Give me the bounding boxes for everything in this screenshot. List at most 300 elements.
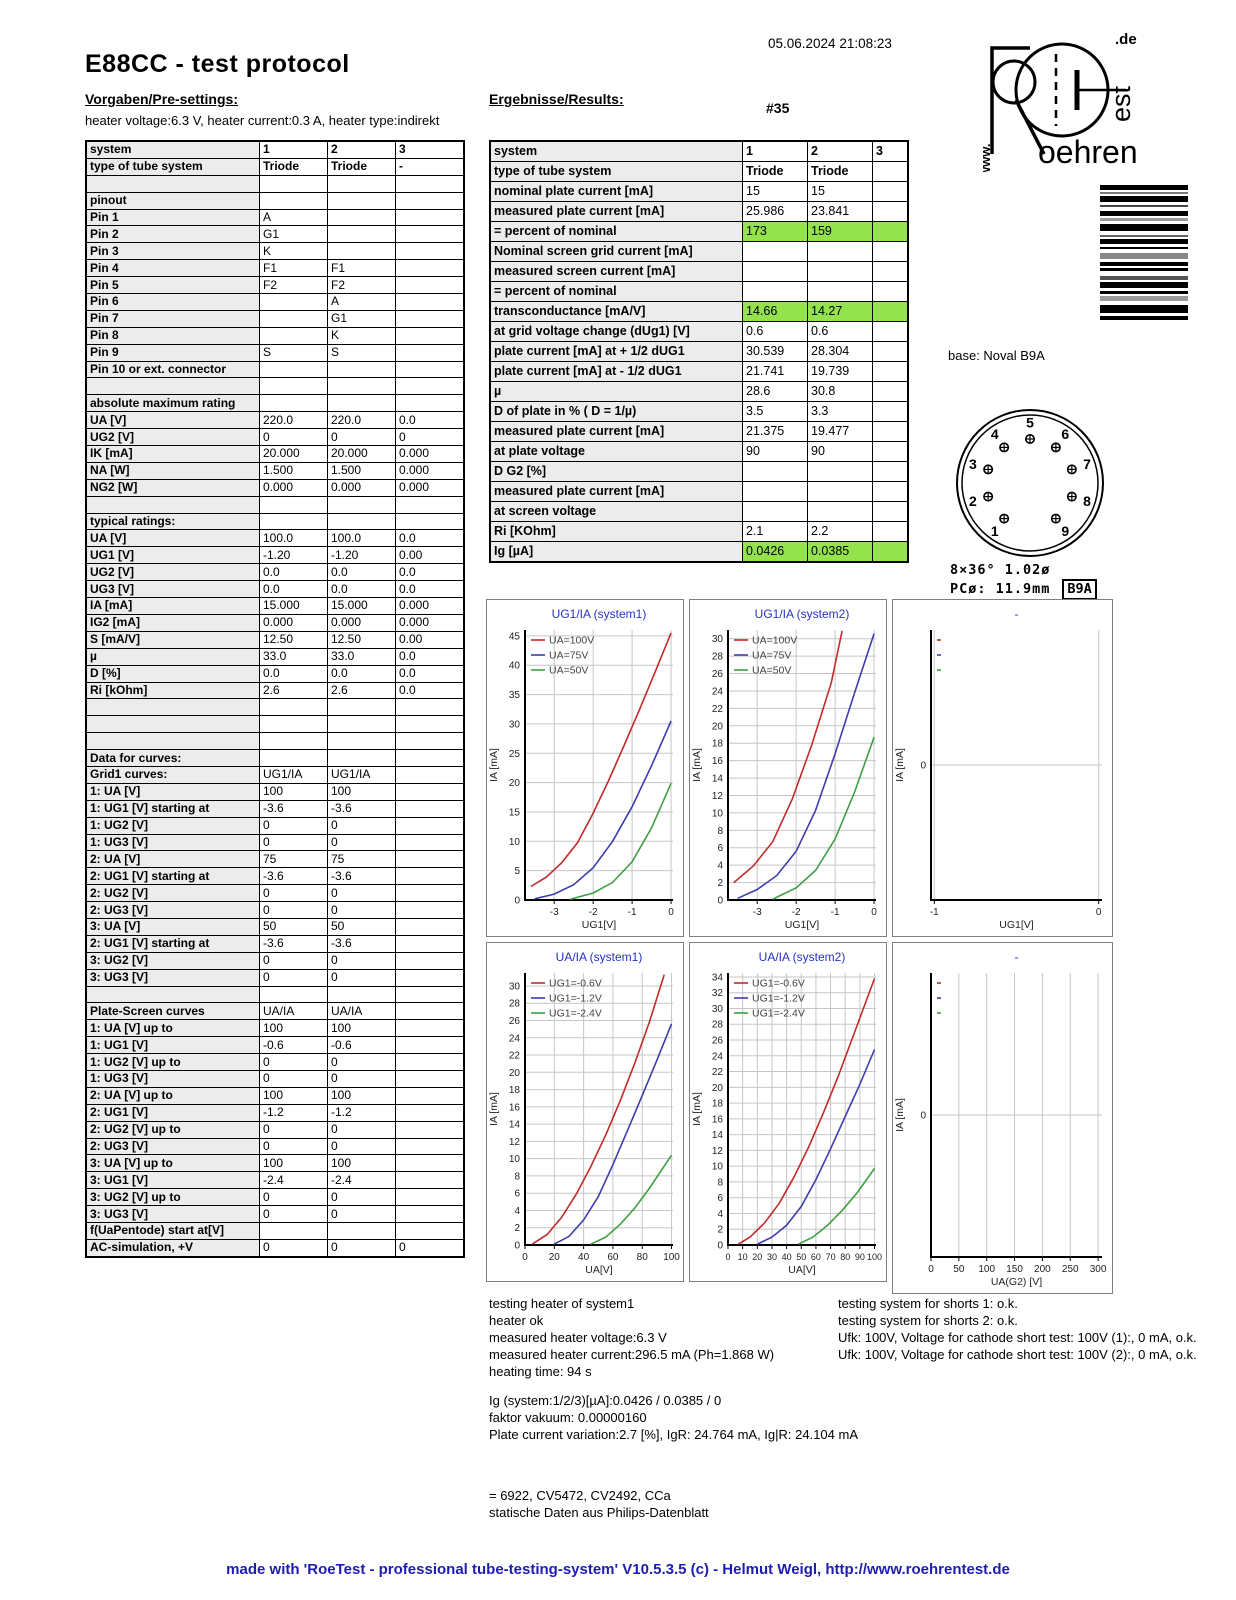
- row-value: [396, 260, 465, 277]
- row-value: [396, 851, 465, 868]
- svg-text:UG1=-2.4V: UG1=-2.4V: [752, 1007, 805, 1020]
- row-value: [396, 699, 465, 716]
- row-value: 0.0: [396, 564, 465, 581]
- table-row: [86, 192, 464, 209]
- table-row: [86, 1172, 464, 1189]
- row-value: -2.4: [328, 1172, 396, 1189]
- svg-text:UA[V]: UA[V]: [585, 1264, 613, 1276]
- table-row: [490, 202, 908, 222]
- row-value: [328, 209, 396, 226]
- table-row: [490, 222, 908, 242]
- row-value: [328, 986, 396, 1003]
- row-value: [873, 462, 909, 482]
- status-line: faktor vakuum: 0.00000160: [489, 1410, 647, 1425]
- row-value: 0.0: [328, 665, 396, 682]
- svg-text:10: 10: [508, 836, 520, 848]
- status-line: measured heater voltage:6.3 V: [489, 1330, 667, 1345]
- row-value: A: [260, 209, 328, 226]
- svg-text:UG1/IA (system1): UG1/IA (system1): [551, 607, 647, 621]
- row-value: 0.00: [396, 547, 465, 564]
- row-value: -3.6: [328, 868, 396, 885]
- row-value: K: [328, 327, 396, 344]
- row-value: 1.500: [328, 462, 396, 479]
- row-value: [873, 342, 909, 362]
- svg-text:12: 12: [508, 1136, 520, 1148]
- row-value: [260, 310, 328, 327]
- row-label: Pin 8: [86, 327, 260, 344]
- row-value: [396, 277, 465, 294]
- row-label: measured plate current [mA]: [490, 202, 743, 222]
- svg-text:0: 0: [717, 1240, 723, 1252]
- svg-text:UG1[V]: UG1[V]: [999, 919, 1034, 931]
- table-row: [86, 1239, 464, 1256]
- heater-settings-line: heater voltage:6.3 V, heater current:0.3 A, heater type:indirekt: [85, 113, 440, 128]
- svg-text:70: 70: [825, 1252, 836, 1262]
- row-label: 2: UG2 [V]: [86, 885, 260, 902]
- socket-caption-line2: PCø: 11.9mm: [950, 581, 1051, 597]
- svg-text:oehren: oehren: [1038, 134, 1138, 170]
- svg-text:10: 10: [711, 808, 723, 820]
- svg-text:20: 20: [711, 721, 723, 733]
- row-value: 0: [260, 885, 328, 902]
- row-value: [328, 175, 396, 192]
- row-label: UG2 [V]: [86, 564, 260, 581]
- svg-text:IA [mA]: IA [mA]: [488, 748, 500, 782]
- row-value: S: [328, 344, 396, 361]
- row-value: 100.0: [260, 530, 328, 547]
- row-value: 0.000: [396, 598, 465, 615]
- row-value: [260, 378, 328, 395]
- row-value: 0: [260, 1189, 328, 1206]
- row-value: 100: [260, 1155, 328, 1172]
- row-label: Pin 2: [86, 226, 260, 243]
- row-value: 0: [260, 952, 328, 969]
- row-label: 3: UG1 [V]: [86, 1172, 260, 1189]
- row-value: 0.0: [328, 564, 396, 581]
- row-value: 28.6: [743, 382, 808, 402]
- row-value: [260, 175, 328, 192]
- svg-text:UG1/IA (system2): UG1/IA (system2): [754, 607, 850, 621]
- svg-text:6: 6: [717, 843, 723, 855]
- table-row: [86, 648, 464, 665]
- table-row: [86, 783, 464, 800]
- table-row: [490, 422, 908, 442]
- row-value: -3.6: [260, 935, 328, 952]
- table-row: [86, 1121, 464, 1138]
- row-value: [328, 513, 396, 530]
- row-value: 0.0: [260, 564, 328, 581]
- row-value: -0.6: [328, 1037, 396, 1054]
- chart-ug1-ia-system1: [486, 599, 684, 937]
- row-value: [396, 716, 465, 733]
- svg-text:80: 80: [840, 1252, 851, 1262]
- equivalents-block: [489, 1487, 909, 1521]
- table-row: [86, 496, 464, 513]
- row-value: 0.0: [396, 665, 465, 682]
- svg-text:100: 100: [867, 1252, 883, 1262]
- row-value: 100: [260, 1087, 328, 1104]
- row-label: µ: [86, 648, 260, 665]
- row-value: [873, 522, 909, 542]
- row-label: 3: UG2 [V] up to: [86, 1189, 260, 1206]
- row-value: 0: [328, 834, 396, 851]
- row-label: nominal plate current [mA]: [490, 182, 743, 202]
- row-value: [808, 502, 873, 522]
- row-value: [396, 294, 465, 311]
- row-label: IK [mA]: [86, 446, 260, 463]
- row-value: 0.0: [396, 581, 465, 598]
- row-value: 220.0: [260, 412, 328, 429]
- row-value: [260, 496, 328, 513]
- row-value: [873, 282, 909, 302]
- row-value: 0: [328, 969, 396, 986]
- svg-text:30: 30: [711, 1003, 723, 1015]
- row-value: [396, 750, 465, 767]
- table-row: [86, 378, 464, 395]
- svg-text:16: 16: [711, 756, 723, 768]
- row-value: 90: [808, 442, 873, 462]
- row-value: 15.000: [328, 598, 396, 615]
- row-value: 12.50: [328, 631, 396, 648]
- row-value: [396, 310, 465, 327]
- row-value: 0: [260, 902, 328, 919]
- row-value: 28.304: [808, 342, 873, 362]
- row-value: 0: [328, 952, 396, 969]
- row-label: UA [V]: [86, 412, 260, 429]
- table-row: [86, 1155, 464, 1172]
- svg-text:1: 1: [990, 523, 999, 540]
- svg-text:UG1=-1.2V: UG1=-1.2V: [549, 992, 602, 1005]
- row-value: 0: [260, 1121, 328, 1138]
- svg-text:100: 100: [978, 1264, 996, 1275]
- row-value: S: [260, 344, 328, 361]
- row-value: UA/IA: [328, 1003, 396, 1020]
- row-value: 14.66: [743, 302, 808, 322]
- row-value: 20.000: [260, 446, 328, 463]
- row-value: [328, 496, 396, 513]
- svg-text:10: 10: [711, 1161, 723, 1173]
- row-value: Triode: [260, 158, 328, 175]
- row-label: [86, 986, 260, 1003]
- table-row: [86, 1138, 464, 1155]
- svg-text:40: 40: [578, 1252, 590, 1263]
- row-value: [396, 733, 465, 750]
- row-value: 0: [260, 834, 328, 851]
- svg-text:UA[V]: UA[V]: [788, 1264, 816, 1276]
- svg-text:UA=75V: UA=75V: [549, 649, 589, 662]
- table-row: [86, 699, 464, 716]
- row-value: [396, 766, 465, 783]
- row-label: NG2 [W]: [86, 479, 260, 496]
- table-row: [86, 800, 464, 817]
- svg-text:UG1[V]: UG1[V]: [581, 919, 617, 931]
- row-value: 159: [808, 222, 873, 242]
- svg-text:4: 4: [717, 860, 723, 872]
- svg-text:12: 12: [711, 790, 723, 802]
- row-value: [743, 482, 808, 502]
- row-value: 0: [328, 1138, 396, 1155]
- row-value: [328, 243, 396, 260]
- row-value: [396, 817, 465, 834]
- row-value: [396, 783, 465, 800]
- svg-text:2: 2: [969, 493, 977, 510]
- datetime: 05.06.2024 21:08:23: [768, 36, 892, 51]
- svg-text:90: 90: [854, 1252, 865, 1262]
- row-value: [396, 513, 465, 530]
- socket-caption: [950, 562, 1097, 600]
- svg-text:30: 30: [711, 634, 723, 646]
- svg-text:UG1=-2.4V: UG1=-2.4V: [549, 1007, 602, 1020]
- svg-text:40: 40: [781, 1252, 792, 1262]
- svg-text:28: 28: [508, 998, 520, 1010]
- table-row: [86, 209, 464, 226]
- status-line: heater ok: [489, 1313, 544, 1328]
- row-value: [328, 716, 396, 733]
- table-row: [490, 242, 908, 262]
- row-value: 100: [328, 1155, 396, 1172]
- row-value: 21.375: [743, 422, 808, 442]
- row-label: µ: [490, 382, 743, 402]
- svg-text:30: 30: [766, 1252, 777, 1262]
- svg-text:IA [mA]: IA [mA]: [894, 748, 906, 782]
- row-value: [396, 243, 465, 260]
- svg-text:8: 8: [717, 825, 723, 837]
- svg-text:.de: .de: [1115, 31, 1137, 48]
- row-value: 0.0385: [808, 542, 873, 563]
- row-value: F1: [260, 260, 328, 277]
- svg-text:0: 0: [514, 1240, 520, 1252]
- table-row: [86, 868, 464, 885]
- row-label: IA [mA]: [86, 598, 260, 615]
- svg-text:60: 60: [607, 1252, 619, 1263]
- row-value: 0: [260, 1138, 328, 1155]
- svg-text:0: 0: [928, 1264, 934, 1275]
- row-value: [396, 1087, 465, 1104]
- svg-text:30: 30: [508, 981, 520, 993]
- svg-text:IA [mA]: IA [mA]: [691, 1092, 703, 1126]
- row-value: 0: [328, 429, 396, 446]
- svg-text:26: 26: [508, 1015, 520, 1027]
- row-value: 2.2: [808, 522, 873, 542]
- row-value: [396, 885, 465, 902]
- svg-text:IA [mA]: IA [mA]: [488, 1092, 500, 1126]
- status-line: Ufk: 100V, Voltage for cathode short test: 100V (2):, 0 mA, o.k.: [838, 1347, 1197, 1362]
- row-value: -3.6: [328, 800, 396, 817]
- svg-text:UA/IA (system2): UA/IA (system2): [758, 950, 846, 964]
- row-value: 30.539: [743, 342, 808, 362]
- row-label: 1: UG3 [V]: [86, 1070, 260, 1087]
- chart-ug1-ia-system2: [689, 599, 887, 937]
- row-value: 1: [260, 141, 328, 158]
- row-label: Pin 9: [86, 344, 260, 361]
- svg-text:2: 2: [514, 1223, 520, 1235]
- row-value: [396, 1206, 465, 1223]
- row-value: 0.0: [396, 648, 465, 665]
- row-value: [260, 986, 328, 1003]
- row-value: 0: [328, 1121, 396, 1138]
- row-value: 3: [396, 141, 465, 158]
- svg-text:0: 0: [1095, 907, 1102, 918]
- row-value: 0.000: [396, 462, 465, 479]
- row-value: [743, 282, 808, 302]
- row-label: typical ratings:: [86, 513, 260, 530]
- svg-text:6: 6: [514, 1188, 520, 1200]
- row-label: 1: UG2 [V]: [86, 817, 260, 834]
- row-label: 2: UG1 [V]: [86, 1104, 260, 1121]
- chart-empty-ug1: [892, 599, 1113, 937]
- table-row: [490, 282, 908, 302]
- equivalent-types: = 6922, CV5472, CV2492, CCa: [489, 1488, 671, 1503]
- table-row: [86, 395, 464, 412]
- row-value: [396, 1054, 465, 1071]
- svg-text:50: 50: [953, 1264, 965, 1275]
- page-title: E88CC - test protocol: [85, 50, 350, 78]
- row-label: [86, 496, 260, 513]
- status-line: Ig (system:1/2/3)[µA]:0.0426 / 0.0385 / 0: [489, 1393, 722, 1408]
- socket-b9a-icon: [945, 395, 1115, 565]
- row-label: at screen voltage: [490, 502, 743, 522]
- svg-text:8: 8: [717, 1177, 723, 1189]
- row-value: -1.2: [260, 1104, 328, 1121]
- row-value: [328, 361, 396, 378]
- row-value: 0.0: [260, 581, 328, 598]
- table-row: [490, 462, 908, 482]
- socket-caption-line1: 8×36° 1.02ø: [950, 562, 1051, 578]
- results-table: [489, 140, 909, 563]
- svg-text:28: 28: [711, 651, 723, 663]
- row-label: NA [W]: [86, 462, 260, 479]
- row-label: 3: UA [V] up to: [86, 1155, 260, 1172]
- svg-text:0: 0: [920, 1110, 926, 1122]
- table-row: [86, 446, 464, 463]
- row-value: [260, 192, 328, 209]
- svg-text:22: 22: [508, 1050, 520, 1062]
- table-row: [86, 969, 464, 986]
- table-row: [86, 986, 464, 1003]
- row-value: UG1/IA: [328, 766, 396, 783]
- svg-text:50: 50: [796, 1252, 807, 1262]
- row-label: [86, 378, 260, 395]
- row-value: 0.0: [396, 412, 465, 429]
- row-value: 100.0: [328, 530, 396, 547]
- row-label: UG1 [V]: [86, 547, 260, 564]
- row-label: [86, 699, 260, 716]
- table-row: [86, 294, 464, 311]
- svg-text:IA [mA]: IA [mA]: [691, 748, 703, 782]
- table-row: [86, 327, 464, 344]
- row-value: 50: [260, 918, 328, 935]
- svg-text:0: 0: [871, 907, 877, 918]
- row-label: measured plate current [mA]: [490, 482, 743, 502]
- table-row: [86, 361, 464, 378]
- row-value: [743, 262, 808, 282]
- row-value: [873, 162, 909, 182]
- table-row: [86, 766, 464, 783]
- svg-text:20: 20: [711, 1082, 723, 1094]
- row-value: 0: [260, 1206, 328, 1223]
- row-label: 2: UA [V]: [86, 851, 260, 868]
- table-row: [86, 918, 464, 935]
- row-value: F2: [328, 277, 396, 294]
- row-label: UG2 [V]: [86, 429, 260, 446]
- table-row: [490, 162, 908, 182]
- row-value: [328, 395, 396, 412]
- svg-text:UA/IA (system1): UA/IA (system1): [555, 950, 643, 964]
- row-value: [808, 482, 873, 502]
- status-line: testing heater of system1: [489, 1296, 635, 1311]
- svg-text:9: 9: [1061, 523, 1070, 540]
- svg-text:60: 60: [810, 1252, 821, 1262]
- svg-text:28: 28: [711, 1019, 723, 1031]
- row-label: 1: UG1 [V]: [86, 1037, 260, 1054]
- row-label: = percent of nominal: [490, 222, 743, 242]
- socket-diagram: [945, 395, 1115, 565]
- row-label: measured screen current [mA]: [490, 262, 743, 282]
- shorts-test-results: [838, 1295, 1210, 1363]
- svg-text:15: 15: [508, 807, 520, 819]
- row-label: transconductance [mA/V]: [490, 302, 743, 322]
- row-value: [396, 344, 465, 361]
- row-value: [396, 395, 465, 412]
- row-label: system: [86, 141, 260, 158]
- row-value: 0: [328, 1239, 396, 1256]
- table-row: [86, 277, 464, 294]
- svg-text:6: 6: [717, 1193, 723, 1205]
- table-row: [490, 442, 908, 462]
- row-value: [328, 750, 396, 767]
- row-label: Pin 1: [86, 209, 260, 226]
- svg-text:22: 22: [711, 703, 723, 715]
- svg-text:UG1=-0.6V: UG1=-0.6V: [752, 977, 805, 990]
- svg-text:IA [mA]: IA [mA]: [894, 1098, 906, 1132]
- table-row: [86, 952, 464, 969]
- svg-text:-: -: [1014, 607, 1019, 621]
- svg-text:est: est: [1106, 85, 1136, 122]
- chart-ua-ia-system1: [486, 942, 684, 1282]
- table-row: [86, 547, 464, 564]
- row-value: 0.0: [396, 682, 465, 699]
- svg-text:14: 14: [711, 773, 723, 785]
- svg-text:80: 80: [636, 1252, 648, 1263]
- svg-text:6: 6: [1061, 425, 1070, 442]
- table-row: [490, 322, 908, 342]
- row-value: 0: [260, 1054, 328, 1071]
- row-value: -3.6: [328, 935, 396, 952]
- row-value: F2: [260, 277, 328, 294]
- svg-text:5: 5: [1026, 414, 1034, 431]
- row-value: 2: [808, 141, 873, 162]
- svg-text:20: 20: [548, 1252, 560, 1263]
- row-value: 23.841: [808, 202, 873, 222]
- svg-text:26: 26: [711, 1035, 723, 1047]
- svg-text:UG1[V]: UG1[V]: [784, 919, 820, 931]
- table-row: [86, 665, 464, 682]
- row-value: G1: [328, 310, 396, 327]
- table-row: [86, 733, 464, 750]
- table-row: [86, 1189, 464, 1206]
- row-value: 0.000: [260, 614, 328, 631]
- row-value: [873, 502, 909, 522]
- row-value: -1.20: [328, 547, 396, 564]
- table-row: [86, 1003, 464, 1020]
- table-row: [86, 902, 464, 919]
- svg-text:100: 100: [663, 1252, 680, 1263]
- row-value: 3: [873, 141, 909, 162]
- svg-text:4: 4: [717, 1208, 723, 1220]
- row-value: 3.3: [808, 402, 873, 422]
- row-value: 0.000: [396, 479, 465, 496]
- row-value: [328, 1223, 396, 1240]
